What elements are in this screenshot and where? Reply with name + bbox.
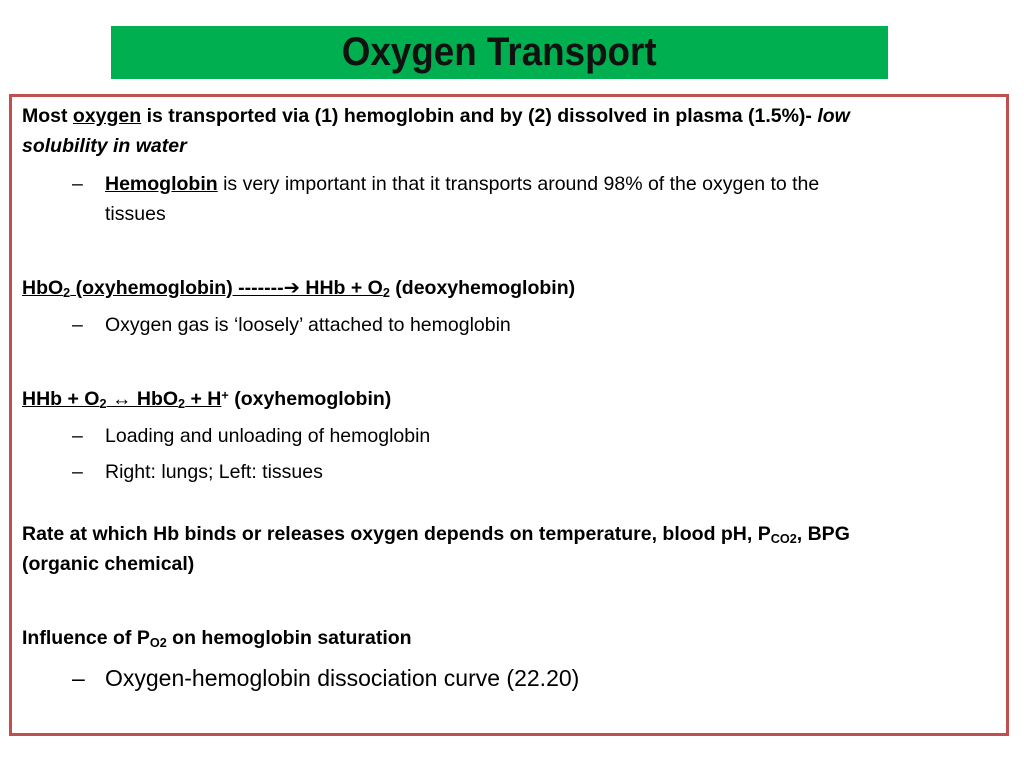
loading-text: Loading and unloading of hemoglobin [105,425,431,447]
eq1-oxy: (oxyhemoglobin) ------- [70,277,284,299]
rate-text-c: , BPG [796,523,850,545]
eq2-hhb: HHb + O [22,388,100,410]
paragraph-rate-line2 [22,549,194,579]
equation-oxyhemoglobin [22,273,575,303]
eq2-sup-plus: + [221,388,229,403]
equation-loading [22,384,391,414]
eq2-sub-2: 2 [99,397,107,412]
p1-text-a: Most [22,105,73,127]
paragraph-influence [22,623,412,653]
rate-text-a: Rate at which Hb binds or releases oxygen depends on temperature, blood pH, P [22,523,771,545]
dash-marker: – [72,461,83,483]
eq1-hhb: HHb + O [299,277,383,299]
right-arrow-icon: ➔ [283,277,300,299]
paragraph-oxygen-transport-line2 [22,131,187,161]
eq1-deoxy: (deoxyhemoglobin) [389,277,576,299]
hemoglobin-text-line2: tissues [105,203,166,225]
rate-sub-co2: CO2 [770,532,797,547]
hemoglobin-underlined: Hemoglobin [105,173,218,195]
influence-text-a: Influence of P [22,627,150,649]
influence-text-c: on hemoglobin saturation [166,627,412,649]
eq2-sub-2b: 2 [178,397,186,412]
eq1-hbo: HbO [22,277,64,299]
right-left-text: Right: lungs; Left: tissues [105,461,323,483]
paragraph-oxygen-transport-line1 [22,101,850,131]
rate-text-d: (organic chemical) [22,553,195,575]
p1-text-c: is transported via (1) hemoglobin and by (2) dissolved in plasma (1.5%)- [141,105,818,127]
eq1-sub-2b: 2 [382,286,390,301]
double-arrow-icon: ↔ [111,388,132,410]
dash-marker: – [72,314,83,336]
influence-sub-o2: O2 [149,636,167,651]
eq2-hbo: HbO [131,388,179,410]
eq2-h: + H [185,388,222,410]
p1-oxygen-underlined: oxygen [72,105,142,127]
loosely-attached-text: Oxygen gas is ‘loosely’ attached to hemoglobin [105,314,511,336]
p1-low-italic: low [817,105,850,127]
paragraph-rate-line1 [22,519,850,549]
content-box [9,94,1009,736]
dash-marker: – [72,425,83,447]
dash-marker: – [72,665,85,691]
eq2-oxy: (oxyhemoglobin) [228,388,392,410]
hemoglobin-text: is very important in that it transports around 98% of the oxygen to the [217,173,820,195]
p1-solubility-italic: solubility in water [22,135,187,157]
dash-marker: – [72,173,83,195]
title-bar [111,26,888,79]
dissociation-curve-text: Oxygen-hemoglobin dissociation curve (22.20) [105,665,580,691]
eq1-sub-2: 2 [63,286,71,301]
slide-title: Oxygen Transport [342,30,657,74]
